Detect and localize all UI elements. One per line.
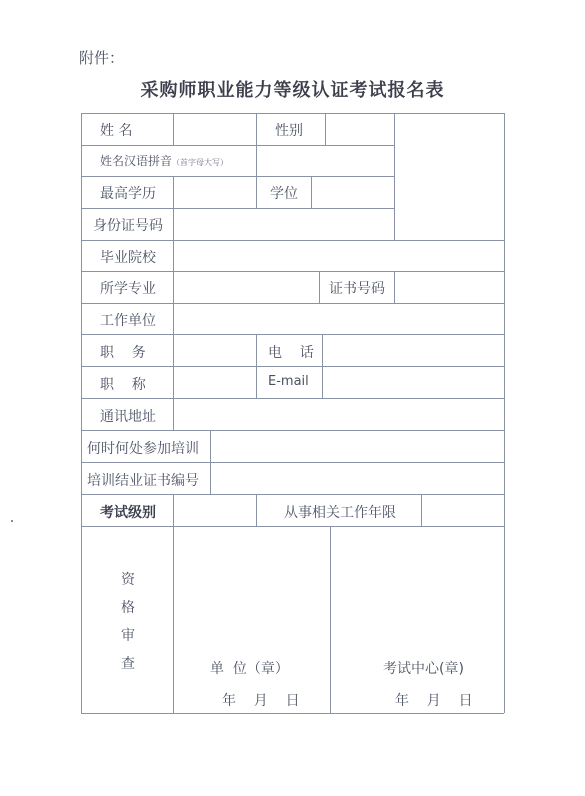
exam-level-field[interactable]: [174, 495, 256, 526]
center-review-area[interactable]: [331, 527, 504, 713]
form-title: 采购师职业能力等级认证考试报名表: [140, 80, 445, 101]
pinyin-label-text: 姓名汉语拼音: [100, 154, 173, 168]
id-number-field[interactable]: [174, 209, 394, 240]
position-label: 职 务: [100, 345, 146, 361]
position-field[interactable]: [174, 335, 256, 366]
education-field[interactable]: [174, 177, 256, 208]
review-label: [121, 566, 135, 678]
unit-seal-label: 单 位（章）: [210, 661, 289, 677]
unit-review-area[interactable]: [174, 527, 330, 713]
title-field[interactable]: [174, 367, 256, 398]
major-field[interactable]: [174, 272, 319, 303]
employer-field[interactable]: [174, 304, 504, 334]
id-number-label: 身份证号码: [93, 218, 163, 234]
email-label: E-mail: [268, 374, 309, 389]
school-label: 毕业院校: [100, 250, 156, 266]
education-label: 最高学历: [100, 186, 156, 202]
gender-field[interactable]: [326, 114, 394, 145]
major-label: 所学专业: [100, 281, 156, 297]
photo-box[interactable]: [395, 114, 504, 240]
gender-label: 性别: [275, 123, 303, 139]
phone-field[interactable]: [323, 335, 504, 366]
years-in-field-label: 从事相关工作年限: [284, 505, 396, 521]
review-char: 格: [121, 600, 135, 616]
email-field[interactable]: [323, 367, 504, 398]
review-char: 查: [121, 656, 135, 672]
phone-label: 电 话: [268, 345, 314, 361]
scan-speck: [11, 520, 13, 522]
training-cert-number-label: 培训结业证书编号: [87, 473, 199, 489]
review-char: 审: [121, 628, 135, 644]
cert-number-field[interactable]: [395, 272, 504, 303]
pinyin-note: （首字母大写）: [172, 158, 229, 167]
training-cert-number-field[interactable]: [211, 463, 504, 494]
unit-date-label: 年 月 日: [222, 693, 300, 709]
training-when-where-label: 何时何处参加培训: [87, 441, 199, 457]
cert-number-label: 证书号码: [329, 281, 385, 297]
degree-field[interactable]: [312, 177, 394, 208]
name-field[interactable]: [174, 114, 256, 145]
training-when-where-field[interactable]: [211, 431, 504, 462]
pinyin-field[interactable]: [257, 146, 394, 176]
name-label: 姓 名: [100, 123, 133, 139]
address-label: 通讯地址: [100, 409, 156, 425]
degree-label: 学位: [270, 186, 298, 202]
review-char: 资: [121, 572, 135, 588]
annex-label: 附件：: [79, 49, 125, 67]
employer-label: 工作单位: [100, 313, 156, 329]
school-field[interactable]: [174, 241, 504, 271]
center-date-label: 年 月 日: [395, 693, 473, 709]
pinyin-label: [100, 152, 228, 169]
center-seal-label: 考试中心(章): [383, 661, 464, 677]
exam-level-label: 考试级别: [100, 505, 156, 521]
title-label: 职 称: [100, 377, 146, 393]
address-field[interactable]: [174, 399, 504, 430]
years-in-field-field[interactable]: [422, 495, 504, 526]
